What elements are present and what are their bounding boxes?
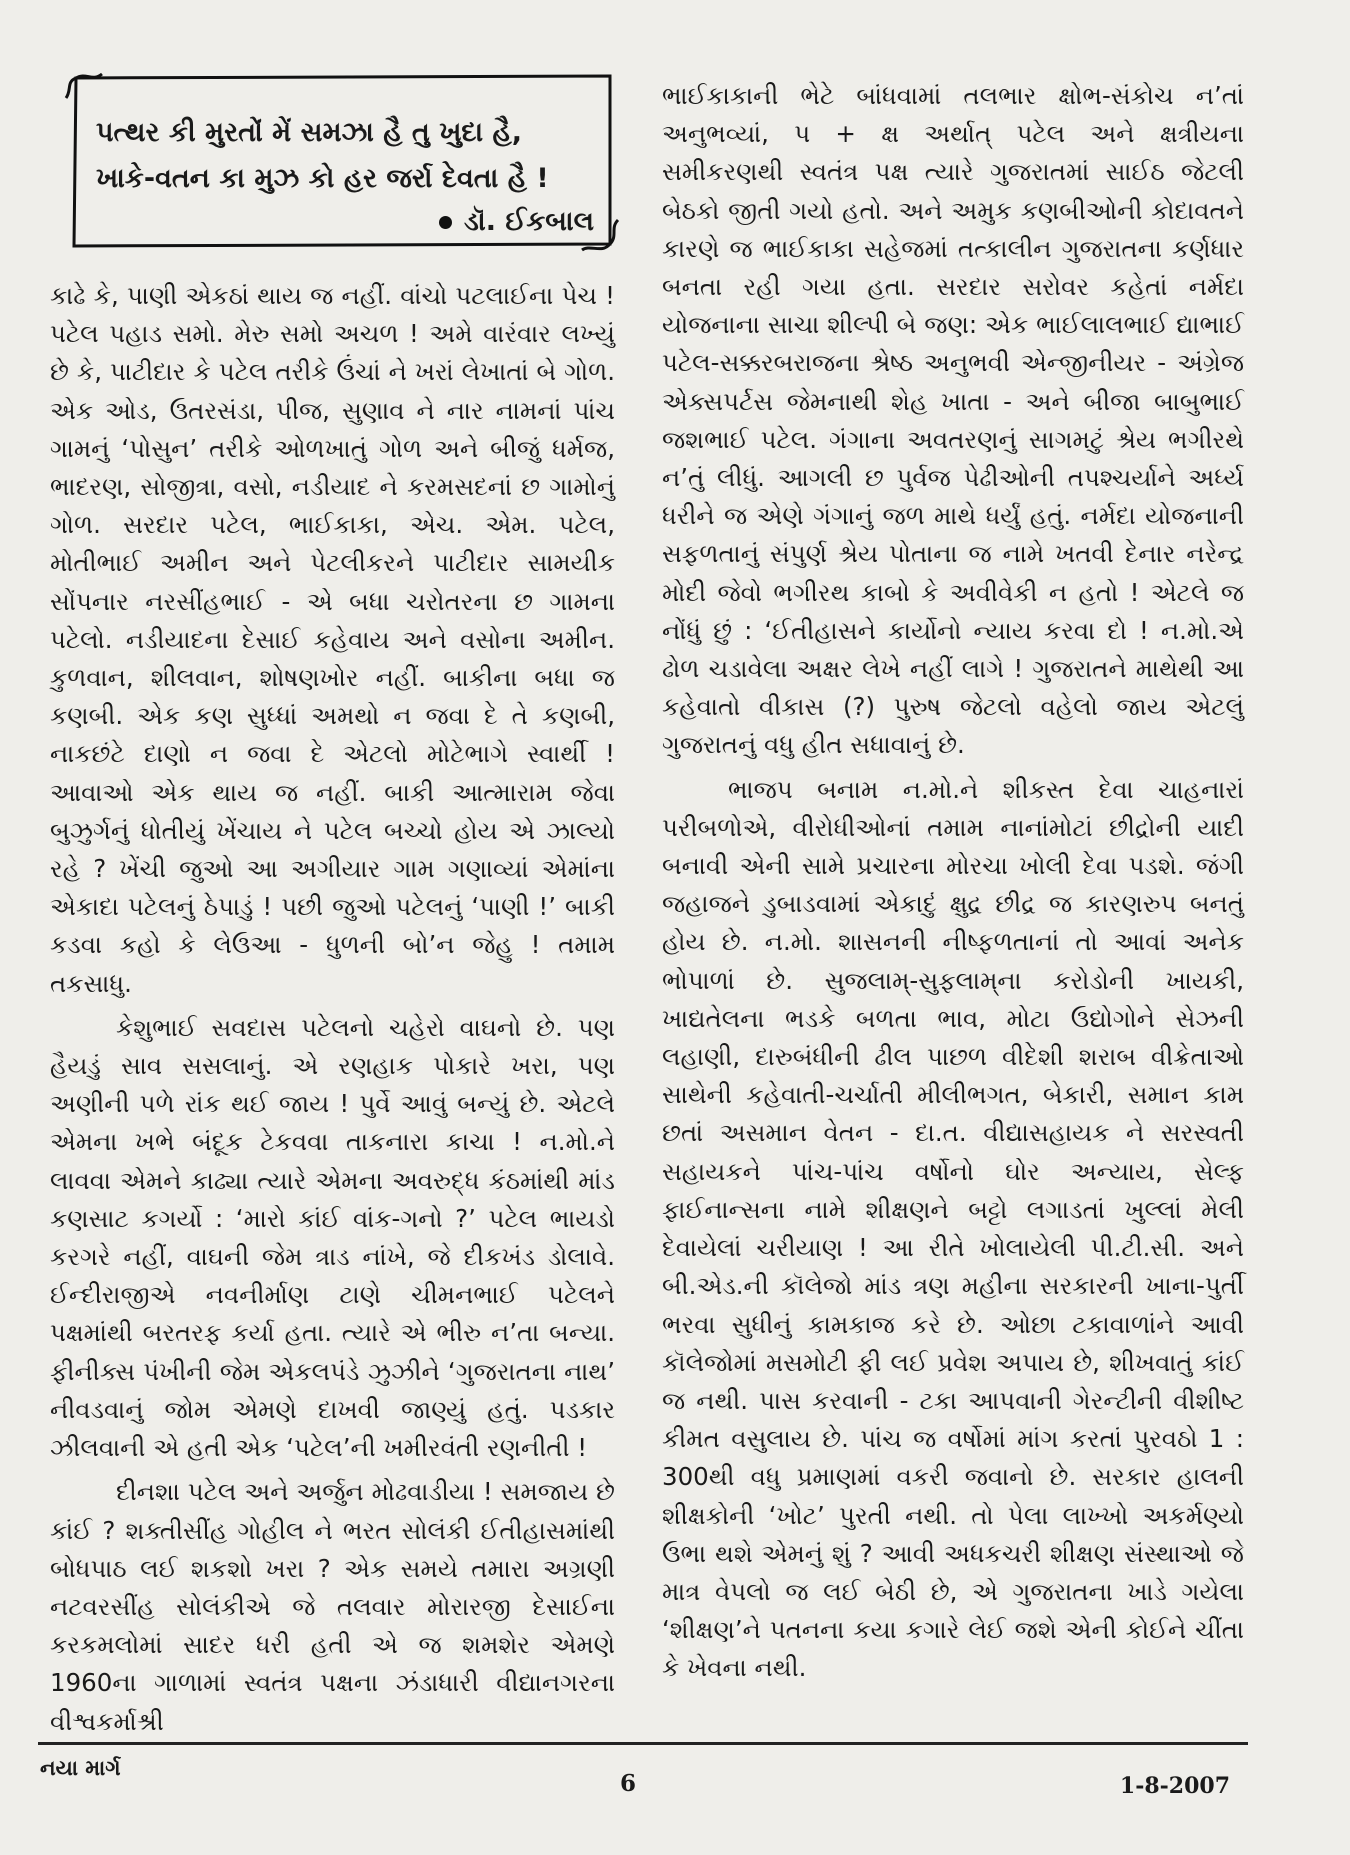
quote-author [439,206,594,238]
paragraph: કેશુભાઈ સવદાસ પટેલનો ચહેરો વાઘનો છે. પણ હૈયડું સાવ સસલાનું. એ રણહાક પોકારે ખરા, પણ અણીની પળે રાંક થઈ જાય ! પુર્વે આવું બન્યું છે. એટલે એમના ખભે બંદૂક ટેકવવા તાકનારા કાચા ! ન.મો.ને લાવવા એમને કાઢ્યા ત્યારે એમના અવરુદ્ધ કંઠમાંથી માંડ કણસાટ કગર્યો : ‘મારો કાંઈ વાંક-ગનો ?’ પટેલ ભાયડો કરગરે નહીં, વાઘની જેમ ત્રાડ નાંખે, જે દીકખંડ ડોલાવે. ઈન્દીરાજીએ નવનીર્માણ ટાણે ચીમનભાઈ પટેલને પક્ષમાંથી બરતરફ કર્યા હતા. ત્યારે એ ભીરુ ન’તા બન્યા. ફીનીક્સ પંખીની જેમ એકલપંડે ઝુઝીને ‘ગુજરાતના નાથ’ નીવડવાનું જોમ એમણે દાખવી જાણ્યું હતું. પડકાર ઝીલવાની એ હતી એક ‘પટેલ’ની ખમીરવંતી રણનીતી ! [50,1012,615,1463]
quote-box [62,68,622,256]
paragraph: દીનશા પટેલ અને અર્જુન મોઢવાડીયા ! સમજાય છે કાંઈ ? શક્તીસીંહ ગોહીલ ને ભરત સોલંકી ઈતીહાસમાંથી બોધપાઠ લઈ શકશો ખરા ? એક સમયે તમારા અગ્રણી નટવરસીંહ સોલંકીએ જે તલવાર મોરારજી દેસાઈના કરકમલોમાં સાદર ધરી હતી એ જ શમશેર એમણે 1960ના ગાળામાં સ્વતંત્ર પક્ષના ઝંડાધારી વીદ્યાનગરના વીશ્વકર્માશ્રી [50,1477,615,1736]
footer-divider [38,1742,1248,1745]
issue-date: 1-8-2007 [1119,1773,1230,1799]
quote-line-2: ખાકે-વતન કા મુઝ કો હર જર્રા દેવતા હૈ ! [96,163,549,194]
left-column [50,277,615,1741]
quote-text [96,110,616,202]
page-number: 6 [620,1770,637,1797]
paragraph: કાઢે કે, પાણી એકઠાં થાય જ નહીં. વાંચો પટલાઈના પેચ ! પટેલ પહાડ સમો. મેરુ સમો અચળ ! અમે વારંવાર લખ્યું છે કે, પાટીદાર કે પટેલ તરીકે ઉંચાં ને ખરાં લેખાતાં બે ગોળ. એક ઓડ, ઉતરસંડા, પીજ, સુણાવ ને નાર નામનાં પાંચ ગામનું ‘પોસુન’ તરીકે ઓળખાતું ગોળ અને બીજું ધર્મજ, ભાદરણ, સોજીત્રા, વસો, નડીયાદ ને કરમસદનાં છ ગામોનું ગોળ. સરદાર પટેલ, ભાઈકાકા, એચ. એમ. પટેલ, મોતીભાઈ અમીન અને પેટલીકરને પાટીદાર સામયીક સોંપનાર નરસીંહભાઈ - એ બધા ચરોતરના છ ગામના પટેલો. નડીયાદના દેસાઈ કહેવાય અને વસોના અમીન. કુળવાન, શીલવાન, શોષણખોર નહીં. બાકીના બધા જ કણબી. એક કણ સુધ્ધાં અમથો ન જવા દે તે કણબી, નાકછંટે દાણો ન જવા દે એટલો મોટેભાગે સ્વાર્થી ! આવાઓ એક થાય જ નહીં. બાકી આત્મારામ જેવા બુઝુર્ગનું ધોતીયું ખેંચાય ને પટેલ બચ્ચો હોય એ ઝાલ્યો રહે ? ખેંચી જુઓ આ અગીયાર ગામ ગણાવ્યાં એમાંના એકાદા પટેલનું ઠેપાડું ! પછી જુઓ પટેલનું ‘પાણી !’ બાકી કડવા કહો કે લેઉઆ - ધુળની બો’ન જેહુ ! તમામ તકસાધુ. [50,281,615,998]
right-column [662,77,1244,1688]
quote-line-1: પત્થર કી મુરતોં મેં સમઝા હૈ તુ ખુદા હૈ, [96,117,522,148]
publication-name: નયા માર્ગ [40,1756,121,1780]
paragraph: ભાઈકાકાની ભેટે બાંધવામાં તલભાર ક્ષોભ-સંકોચ ન’તાં અનુભવ્યાં, પ + ક્ષ અર્થાત્ પટેલ અને ક્ષત્રીયના સમીકરણથી સ્વતંત્ર પક્ષ ત્યારે ગુજરાતમાં સાઈઠ જેટલી બેઠકો જીતી ગયો હતો. અને અમુક કણબીઓની કોદાવતને કારણે જ ભાઈકાકા સહેજમાં તત્કાલીન ગુજરાતના કર્ણધાર બનતા રહી ગયા હતા. સરદાર સરોવર કહેતાં નર્મદા યોજનાના સાચા શીલ્પી બે જણ: એક ભાઈલાલભાઈ દ્યાભાઈ પટેલ-સક્કરબરાજના શ્રેષ્ઠ અનુભવી એન્જીનીયર - અંગ્રેજ એક્સપર્ટસ જેમનાથી શેહ ખાતા - અને બીજા બાબુભાઈ જશભાઈ પટેલ. ગંગાના અવતરણનું સાગમટું શ્રેય ભગીરથે ન’તું લીધું. આગલી છ પુર્વજ પેઢીઓની તપશ્ચર્યાને અર્ધ્ય ધરીને જ એણે ગંગાનું જળ માથે ધર્યું હતું. નર્મદા યોજનાની સફળતાનું સંપુર્ણ શ્રેય પોતાના જ નામે ખતવી દેનાર નરેન્દ્ર મોદી જેવો ભગીરથ કાબો કે અવીવેકી ન હતો ! એટલે જ નોંધું છું : ‘ઈતીહાસને કાર્યોનો ન્યાય કરવા દો ! ન.મો.એ ઢોળ ચડાવેલા અક્ષર લેખે નહીં લાગે ! ગુજરાતને માથેથી આ કહેવાતો વીકાસ (?) પુરુષ જેટલો વહેલો જાય એટલું ગુજરાતનું વધુ હીત સધાવાનું છે. [662,81,1244,760]
paragraph: ભાજપ બનામ ન.મો.ને શીકસ્ત દેવા ચાહનારાં પરીબળોએ, વીરોધીઓનાં તમામ નાનાંમોટાં છીદ્રોની યાદી બનાવી એની સામે પ્રચારના મોરચા ખોલી દેવા પડશે. જંગી જહાજને ડુબાડવામાં એકાદું ક્ષુદ્ર છીદ્ર જ કારણરુપ બનતું હોય છે. ન.મો. શાસનની નીષ્ફળતાનાં તો આવાં અનેક ભોપાળાં છે. સુજલામ્-સુફલામ્‌ના કરોડોની ખાયકી, ખાદ્યતેલના ભડકે બળતા ભાવ, મોટા ઉદ્યોગોને સેઝની લહાણી, દારુબંધીની ઢીલ પાછળ વીદેશી શરાબ વીક્રેતાઓ સાથેની કહેવાતી-ચર્ચાતી મીલીભગત, બેકારી, સમાન કામ છતાં અસમાન વેતન - દા.ત. વીદ્યાસહાયક ને સરસ્વતી સહાયકને પાંચ-પાંચ વર્ષોનો ઘોર અન્યાય, સેલ્ફ ફાઈનાન્સના નામે શીક્ષણને બટ્ટો લગાડતાં ખુલ્લાં મેલી દેવાયેલાં ચરીયાણ ! આ રીતે ખોલાયેલી પી.ટી.સી. અને બી.એડ.ની કૉલેજો માંડ ત્રણ મહીના સરકારની ખાના-પુર્તી ભરવા સુધીનું કામકાજ કરે છે. ઓછા ટકાવાળાંને આવી કૉલેજોમાં મસમોટી ફી લઈ પ્રવેશ અપાય છે, શીખવાતું કાંઈ જ નથી. પાસ કરવાની - ટકા આપવાની ગેરન્ટીની વીશીષ્ટ કીમત વસુલાય છે. પાંચ જ વર્ષોમાં માંગ કરતાં પુરવઠો 1 : 300થી વધુ પ્રમાણમાં વકરી જવાનો છે. સરકાર હાલની શીક્ષકોની ‘ખોટ’ પુરતી નથી. તો પેલા લાખ્ખો અકર્મણ્યો ઉભા થશે એમનું શું ? આવી અધકચરી શીક્ષણ સંસ્થાઓ જે માત્ર વેપલો જ લઈ બેઠી છે, એ ગુજરાતના ખાડે ગયેલા ‘શીક્ષણ’ને પતનના કયા કગારે લેઈ જશે એની કોઈને ચીંતા કે ખેવના નથી. [662,774,1244,1683]
quote-author-name: ડૉ. ઈકબાલ [463,206,594,237]
bullet-icon [439,216,452,229]
